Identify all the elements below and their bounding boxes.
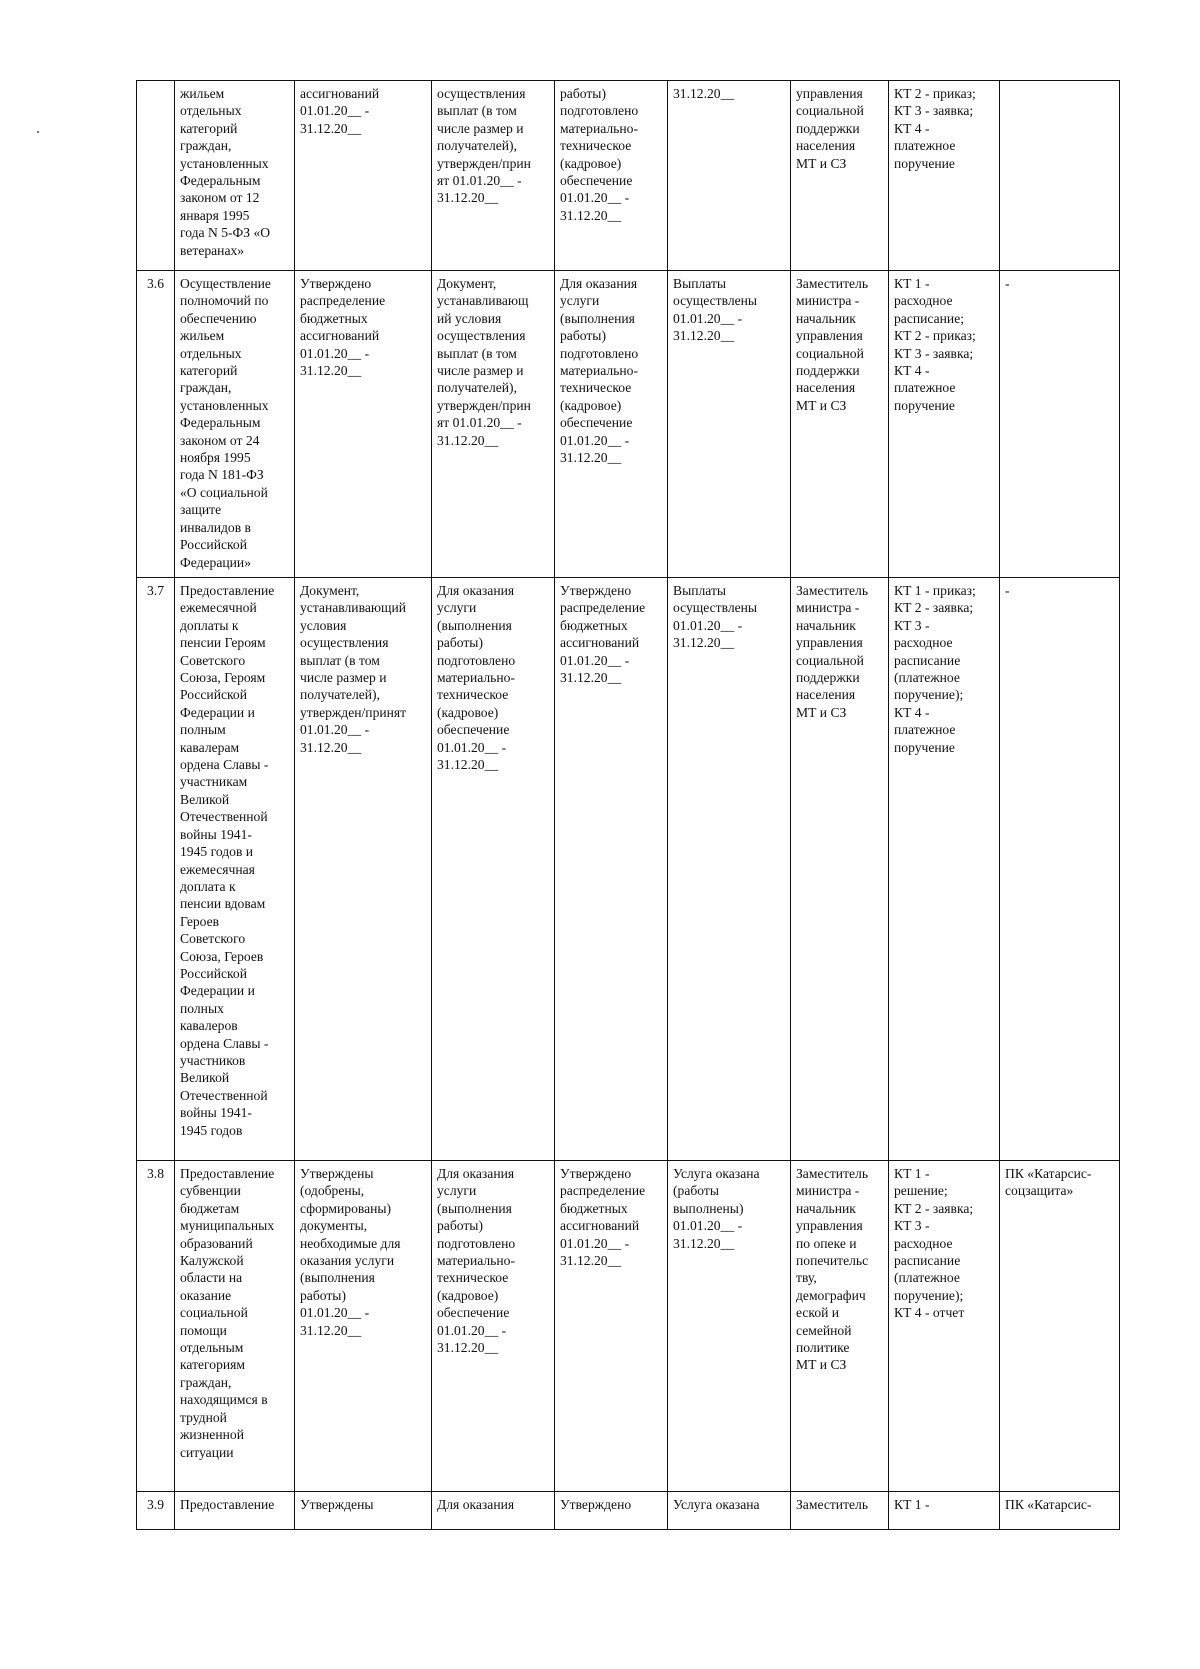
- table-row: [137, 578, 1120, 1161]
- information-system-cell: -: [1000, 271, 1120, 578]
- information-system-cell: -: [1000, 578, 1120, 1161]
- checkpoint-cell: ассигнований 01.01.20__ - 31.12.20__: [295, 81, 432, 271]
- checkpoint-cell: Утверждено распределение бюджетных ассигнований 01.01.20__ - 31.12.20__: [555, 578, 668, 1161]
- event-name-cell: Осуществление полномочий по обеспечению жильем отдельных категорий граждан, установленных Федеральным законом от 24 ноября 1995 года N 181-ФЗ «О социальной защите инвалидов в Российской Федерации»: [175, 271, 295, 578]
- checkpoint-cell: работы) подготовлено материально- техническое (кадровое) обеспечение 01.01.20__ - 31.12.20__: [555, 81, 668, 271]
- document-type-cell: КТ 1 - приказ; КТ 2 - заявка; КТ 3 - расходное расписание (платежное поручение); КТ 4 - платежное поручение: [889, 578, 1000, 1161]
- checkpoint-cell: Документ, устанавливающий условия осуществления выплат (в том числе размер и получателей), утвержден/принят 01.01.20__ - 31.12.20__: [295, 578, 432, 1161]
- checkpoint-cell: Услуга оказана (работы выполнены) 01.01.20__ - 31.12.20__: [668, 1161, 791, 1492]
- responsible-cell: управления социальной поддержки населения МТ и СЗ: [791, 81, 889, 271]
- checkpoint-cell: 31.12.20__: [668, 81, 791, 271]
- event-name-cell: Предоставление субвенции бюджетам муниципальных образований Калужской области на оказание социальной помощи отдельным категориям граждан, находящимся в трудной жизненной ситуации: [175, 1161, 295, 1492]
- information-system-cell: ПК «Катарсис-: [1000, 1492, 1120, 1530]
- information-system-cell: ПК «Катарсис- соцзащита»: [1000, 1161, 1120, 1492]
- checkpoint-cell: Утверждено распределение бюджетных ассигнований 01.01.20__ - 31.12.20__: [295, 271, 432, 578]
- checkpoint-cell: Для оказания: [432, 1492, 555, 1530]
- checkpoint-cell: Для оказания услуги (выполнения работы) подготовлено материально- техническое (кадровое) обеспечение 01.01.20__ - 31.12.20__: [555, 271, 668, 578]
- row-number: 3.7: [137, 578, 175, 1161]
- information-system-cell: [1000, 81, 1120, 271]
- event-name-cell: Предоставление: [175, 1492, 295, 1530]
- checkpoint-cell: Для оказания услуги (выполнения работы) подготовлено материально- техническое (кадровое) обеспечение 01.01.20__ - 31.12.20__: [432, 1161, 555, 1492]
- checkpoint-cell: Утверждено распределение бюджетных ассигнований 01.01.20__ - 31.12.20__: [555, 1161, 668, 1492]
- checkpoint-cell: Услуга оказана: [668, 1492, 791, 1530]
- checkpoint-cell: осуществления выплат (в том числе размер и получателей), утвержден/прин ят 01.01.20__ - 31.12.20__: [432, 81, 555, 271]
- table-row: [137, 1161, 1120, 1492]
- responsible-cell: Заместитель: [791, 1492, 889, 1530]
- row-number: 3.6: [137, 271, 175, 578]
- scan-speck: [37, 131, 39, 133]
- checkpoint-cell: Документ, устанавливающ ий условия осуществления выплат (в том числе размер и получателей), утвержден/прин ят 01.01.20__ - 31.12.20__: [432, 271, 555, 578]
- event-name-cell: Предоставление ежемесячной доплаты к пенсии Героям Советского Союза, Героям Российской Федерации и полным кавалерам ордена Славы - участникам Великой Отечественной войны 1941- 1945 годов и ежемесячная доплата к пенсии вдовам Героев Советского Союза, Героев Российской Федерации и полных кавалеров ордена Славы - участников Великой Отечественной войны 1941- 1945 годов: [175, 578, 295, 1161]
- table-row: [137, 1492, 1120, 1530]
- checkpoint-cell: Утверждены (одобрены, сформированы) документы, необходимые для оказания услуги (выполнения работы) 01.01.20__ - 31.12.20__: [295, 1161, 432, 1492]
- row-number: 3.8: [137, 1161, 175, 1492]
- responsible-cell: Заместитель министра - начальник управления социальной поддержки населения МТ и СЗ: [791, 578, 889, 1161]
- row-number: [137, 81, 175, 271]
- plan-table: [136, 80, 1120, 1530]
- document-type-cell: КТ 1 -: [889, 1492, 1000, 1530]
- checkpoint-cell: Выплаты осуществлены 01.01.20__ - 31.12.20__: [668, 271, 791, 578]
- checkpoint-cell: Для оказания услуги (выполнения работы) подготовлено материально- техническое (кадровое) обеспечение 01.01.20__ - 31.12.20__: [432, 578, 555, 1161]
- table-row: [137, 81, 1120, 271]
- event-name-cell: жильем отдельных категорий граждан, установленных Федеральным законом от 12 января 1995 года N 5-ФЗ «О ветеранах»: [175, 81, 295, 271]
- table-row: [137, 271, 1120, 578]
- document-type-cell: КТ 2 - приказ; КТ 3 - заявка; КТ 4 - платежное поручение: [889, 81, 1000, 271]
- checkpoint-cell: Утверждено: [555, 1492, 668, 1530]
- responsible-cell: Заместитель министра - начальник управления социальной поддержки населения МТ и СЗ: [791, 271, 889, 578]
- document-type-cell: КТ 1 - решение; КТ 2 - заявка; КТ 3 - расходное расписание (платежное поручение); КТ 4 - отчет: [889, 1161, 1000, 1492]
- document-type-cell: КТ 1 - расходное расписание; КТ 2 - приказ; КТ 3 - заявка; КТ 4 - платежное поручение: [889, 271, 1000, 578]
- responsible-cell: Заместитель министра - начальник управления по опеке и попечительс тву, демографич еской и семейной политике МТ и СЗ: [791, 1161, 889, 1492]
- row-number: 3.9: [137, 1492, 175, 1530]
- checkpoint-cell: Утверждены: [295, 1492, 432, 1530]
- checkpoint-cell: Выплаты осуществлены 01.01.20__ - 31.12.20__: [668, 578, 791, 1161]
